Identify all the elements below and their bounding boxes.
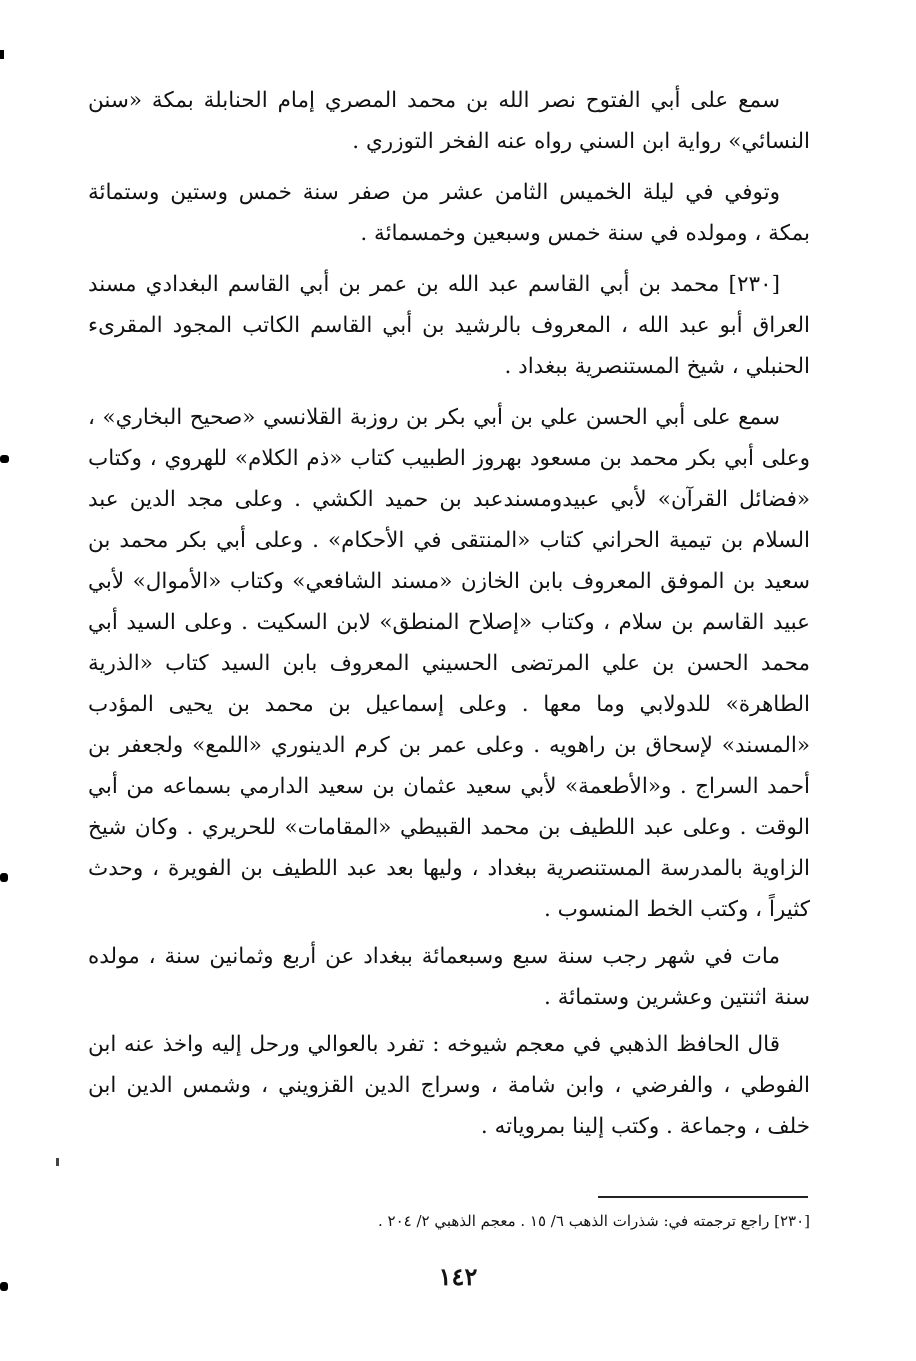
paragraph-1: سمع على أبي الفتوح نصر الله بن محمد المصري إمام الحنابلة بمكة «سنن النسائي» رواية ابن السني رواه عنه الفخر التوزري .	[88, 88, 810, 154]
scan-edge-mark	[0, 873, 8, 882]
paragraph-2: وتوفي في ليلة الخميس الثامن عشر من صفر سنة خمس وستين وستمائة بمكة ، ومولده في سنة خمس وسبعين وخمسمائة .	[88, 180, 810, 246]
scan-edge-mark	[0, 50, 4, 59]
paragraph-5: مات في شهر رجب سنة سبع وسبعمائة ببغداد عن أربع وثمانين سنة ، مولده سنة اثنتين وعشرين وستمائة .	[88, 944, 810, 1010]
main-text	[88, 80, 810, 1153]
page-number: ١٤٢	[438, 1262, 478, 1291]
paragraph-4: سمع على أبي الحسن علي بن أبي بكر بن روزبة القلانسي «صحيح البخاري» ، وعلى أبي بكر محمد بن مسعود بهروز الطبيب كتاب «ذم الكلام» للهروي ، وكتاب «فضائل القرآن» لأبي عبيدومسندعبد بن حميد الكشي . وعلى مجد الدين عبد السلام بن تيمية الحراني كتاب «المنتقى في الأحكام» . وعلى أبي بكر محمد بن سعيد بن الموفق المعروف بابن الخازن «مسند الشافعي» وكتاب «الأموال» لأبي عبيد القاسم بن سلام ، وكتاب «إصلاح المنطق» لابن السكيت . وعلى السيد أبي محمد الحسن بن علي المرتضى الحسيني المعروف بابن السيد كتاب «الذرية الطاهرة» للدولابي وما معها . وعلى إسماعيل بن محمد بن يحيى المؤدب «المسند» لإسحاق بن راهويه . وعلى عمر بن كرم الدينوري «اللمع» ولجعفر بن أحمد السراج . و«الأطعمة» لأبي سعيد عثمان بن سعيد الدارمي بسماعه من أبي الوقت . وعلى عبد اللطيف بن محمد القبيطي «المقامات» للحريري . وكان شيخ الزاوية بالمدرسة المستنصرية ببغداد ، وليها بعد عبد اللطيف بن الفويرة ، وحدث كثيراً ، وكتب الخط المنسوب .	[88, 405, 810, 922]
scan-speck	[56, 1158, 59, 1166]
biography-entry-230: [٢٣٠] محمد بن أبي القاسم عبد الله بن عمر بن أبي القاسم البغدادي مسند العراق أبو عبد الله ، المعروف بالرشيد بن أبي القاسم الكاتب المجود المقرىء الحنبلي ، شيخ المستنصرية ببغداد .	[88, 272, 810, 379]
footnote-divider	[598, 1196, 808, 1198]
scan-edge-mark	[0, 455, 9, 463]
paragraph-6: قال الحافظ الذهبي في معجم شيوخه : تفرد بالعوالي ورحل إليه واخذ عنه ابن الفوطي ، والفرضي ، وابن شامة ، وسراج الدين القزويني ، وشمس الدين ابن خلف ، وجماعة . وكتب إلينا بمروياته .	[88, 1032, 810, 1139]
footnote: [٢٣٠] راجع ترجمته في: شذرات الذهب ٦/ ١٥ . معجم الذهبي ٢/ ٢٠٤ .	[377, 1212, 810, 1230]
